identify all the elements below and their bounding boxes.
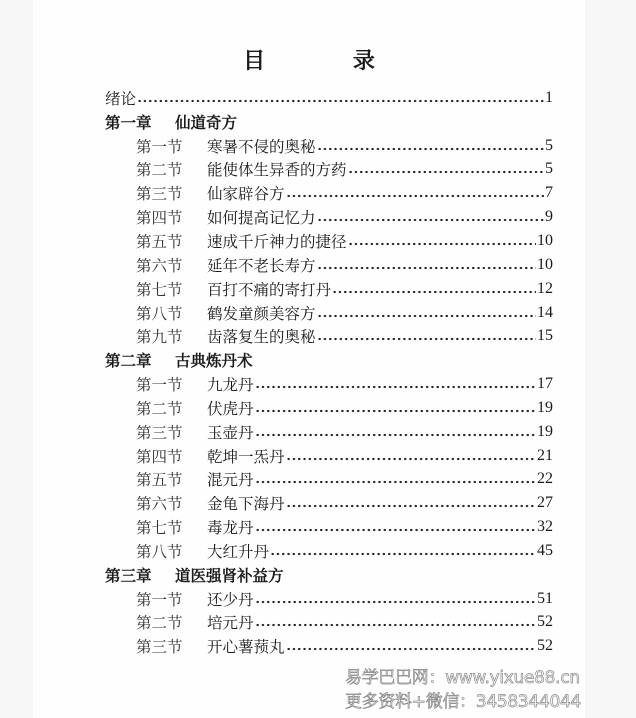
entry-title: 开心薯蓣丸 [207, 638, 285, 657]
entry-label: 第三章 [105, 565, 152, 585]
page-number: 19 [537, 398, 553, 416]
dot-leader [317, 218, 544, 222]
toc-entry [105, 181, 553, 205]
entry-label: 第一节 [136, 376, 183, 395]
toc-entry [105, 539, 553, 563]
entry-label: 第一章 [105, 112, 152, 132]
entry-label: 第七节 [136, 519, 183, 538]
dot-leader [348, 242, 536, 246]
page-number: 7 [545, 184, 553, 202]
page-number: 22 [537, 470, 553, 488]
page-number: 14 [537, 303, 553, 321]
entry-title: 古典炼丹术 [175, 351, 253, 371]
dot-leader [286, 504, 536, 508]
page-number: 10 [537, 231, 553, 249]
toc-chapter [105, 563, 553, 587]
dot-leader [255, 600, 536, 604]
toc-chapter [105, 348, 553, 372]
entry-title: 大红升丹 [207, 542, 270, 561]
entry-title: 齿落复生的奥秘 [207, 328, 316, 347]
entry-title: 百打不痛的寄打丹 [207, 280, 332, 299]
dot-leader [286, 194, 544, 198]
dot-leader [255, 623, 536, 627]
entry-title: 九龙丹 [207, 376, 254, 395]
toc-entry [105, 158, 553, 182]
page-number: 52 [537, 637, 553, 655]
toc-entry [105, 205, 553, 229]
entry-label: 第三节 [136, 423, 183, 442]
dot-leader [255, 433, 536, 437]
page-number: 45 [537, 541, 553, 559]
dot-leader [255, 528, 536, 532]
page-number: 19 [537, 422, 553, 440]
dot-leader [255, 480, 536, 484]
page-number: 5 [545, 136, 553, 154]
toc-entry [105, 491, 553, 515]
dot-leader [317, 337, 536, 341]
entry-label: 第三节 [136, 185, 183, 204]
toc-entry [105, 468, 553, 492]
page-number: 15 [537, 327, 553, 345]
table-of-contents [105, 86, 553, 658]
dot-leader [317, 147, 544, 151]
dot-leader [317, 314, 536, 318]
toc-entry [105, 372, 553, 396]
toc-title: 目 录 [243, 48, 415, 74]
toc-entry [105, 229, 553, 253]
page-number: 21 [537, 446, 553, 464]
entry-label: 第二章 [105, 351, 152, 371]
entry-title: 速成千斤神力的捷径 [207, 232, 347, 251]
entry-title: 延年不老长寿方 [207, 256, 316, 275]
entry-label: 第九节 [136, 328, 183, 347]
toc-entry [105, 301, 553, 325]
entry-title: 伏虎丹 [207, 399, 254, 418]
toc-entry [105, 86, 553, 110]
toc-entry [105, 634, 553, 658]
entry-label: 第二节 [136, 161, 183, 180]
page-number: 10 [537, 255, 553, 273]
page-number: 1 [545, 88, 553, 106]
entry-label: 第三节 [136, 638, 183, 657]
entry-title: 毒龙丹 [207, 519, 254, 538]
dot-leader [270, 552, 536, 556]
entry-label: 第八节 [136, 304, 183, 323]
dot-leader [332, 290, 536, 294]
dot-leader [286, 647, 536, 651]
toc-entry [105, 277, 553, 301]
entry-label: 绪论 [105, 89, 137, 108]
entry-label: 第二节 [136, 399, 183, 418]
toc-entry [105, 396, 553, 420]
entry-label: 第一节 [136, 590, 183, 609]
entry-title: 仙道奇方 [175, 112, 238, 132]
page-number: 12 [537, 279, 553, 297]
dot-leader [348, 170, 544, 174]
page-number: 27 [537, 494, 553, 512]
document-page [33, 0, 585, 718]
entry-label: 第一节 [136, 137, 183, 156]
page-number: 17 [537, 375, 553, 393]
toc-entry [105, 444, 553, 468]
entry-label: 第六节 [136, 495, 183, 514]
dot-leader [286, 457, 536, 461]
entry-title: 金龟下海丹 [207, 495, 285, 514]
entry-label: 第四节 [136, 209, 183, 228]
entry-label: 第五节 [136, 232, 183, 251]
dot-leader [137, 99, 544, 103]
page-number: 9 [545, 208, 553, 226]
watermark-line-2: 更多资料+微信：3458344044 [345, 692, 582, 712]
entry-label: 第七节 [136, 280, 183, 299]
page-number: 51 [537, 589, 553, 607]
toc-chapter [105, 110, 553, 134]
toc-entry [105, 420, 553, 444]
entry-title: 仙家辟谷方 [207, 185, 285, 204]
toc-entry [105, 587, 553, 611]
entry-title: 鹤发童颜美容方 [207, 304, 316, 323]
page-number: 52 [537, 613, 553, 631]
watermark-line-1: 易学巴巴网：www.yixue88.cn [345, 668, 580, 688]
entry-label: 第二节 [136, 614, 183, 633]
entry-title: 道医强肾补益方 [175, 565, 284, 585]
dot-leader [255, 385, 536, 389]
toc-entry [105, 324, 553, 348]
entry-title: 培元丹 [207, 614, 254, 633]
entry-label: 第五节 [136, 471, 183, 490]
toc-entry [105, 611, 553, 635]
entry-title: 乾坤一炁丹 [207, 447, 285, 466]
toc-entry [105, 515, 553, 539]
dot-leader [255, 409, 536, 413]
entry-label: 第六节 [136, 256, 183, 275]
entry-title: 还少丹 [207, 590, 254, 609]
page-number: 5 [545, 160, 553, 178]
entry-title: 如何提高记忆力 [207, 209, 316, 228]
toc-entry [105, 253, 553, 277]
entry-title: 寒暑不侵的奥秘 [207, 137, 316, 156]
dot-leader [317, 266, 536, 270]
entry-title: 混元丹 [207, 471, 254, 490]
entry-label: 第四节 [136, 447, 183, 466]
toc-entry [105, 134, 553, 158]
entry-title: 玉壶丹 [207, 423, 254, 442]
entry-label: 第八节 [136, 542, 183, 561]
entry-title: 能使体生异香的方药 [207, 161, 347, 180]
page-number: 32 [537, 518, 553, 536]
